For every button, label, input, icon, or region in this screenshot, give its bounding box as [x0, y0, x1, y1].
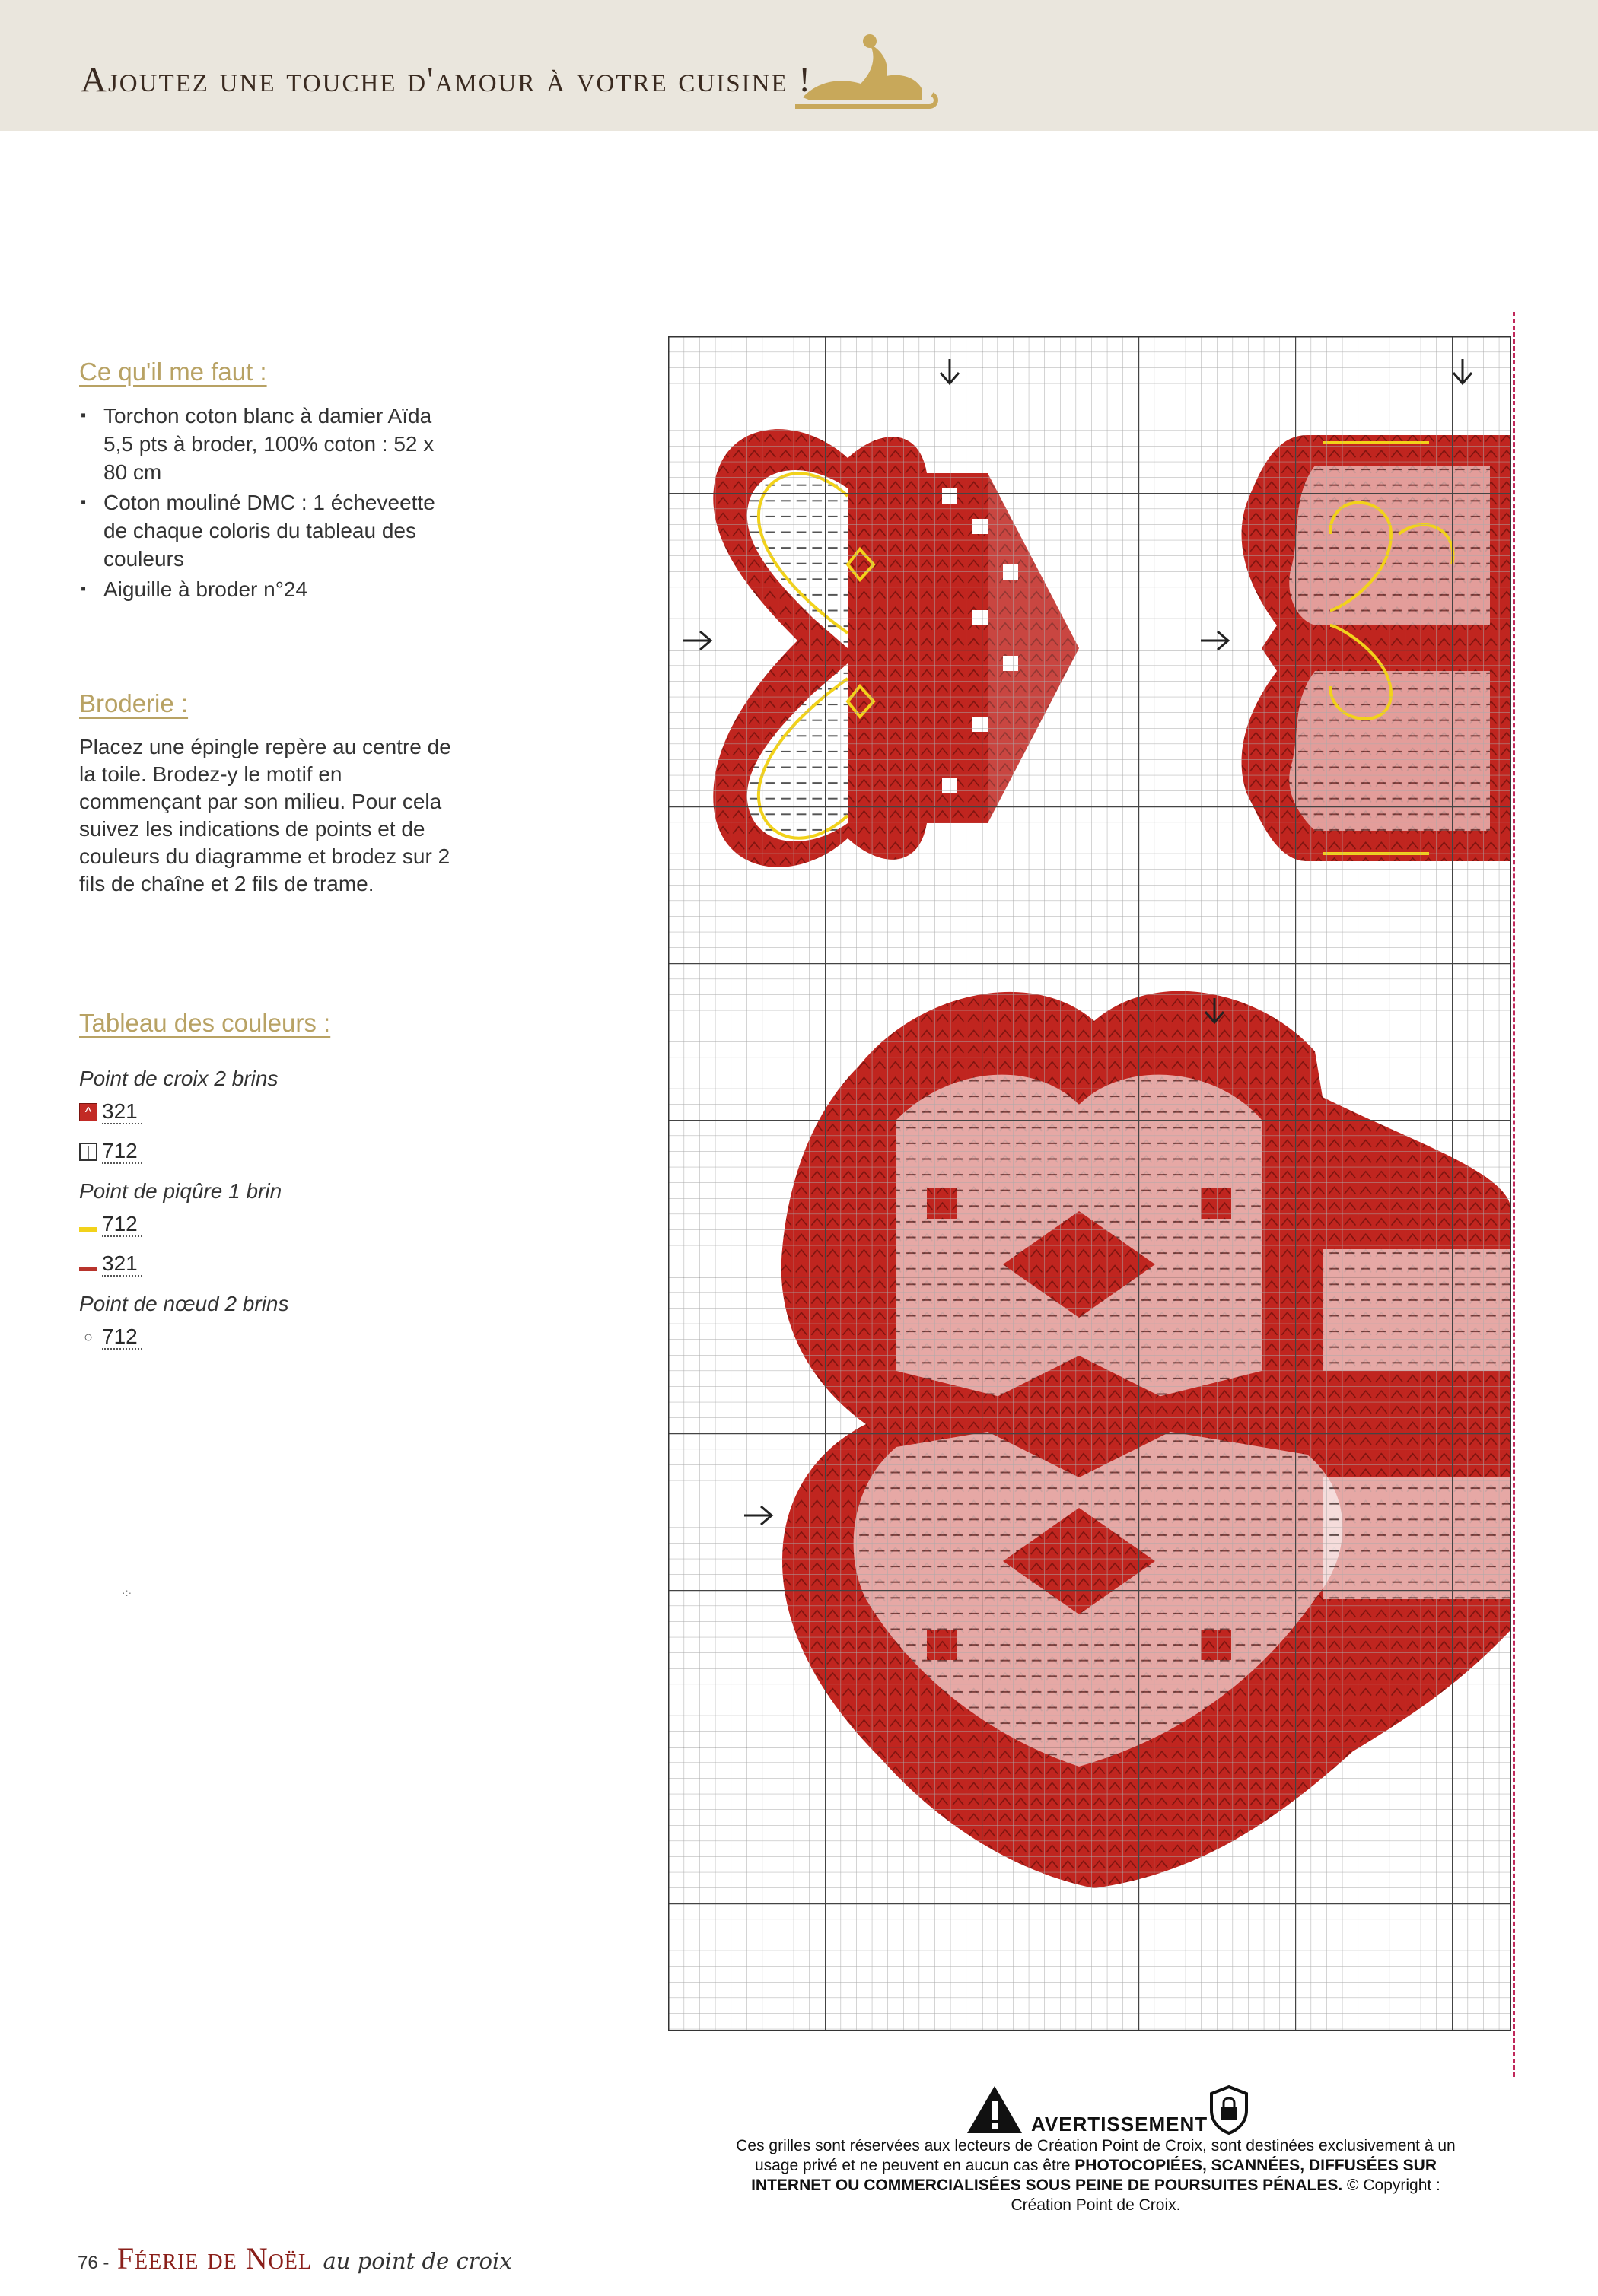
scan-speck: ·:· — [122, 1586, 132, 1598]
yellow-line-symbol-icon — [79, 1216, 97, 1234]
color-entry — [79, 1132, 399, 1172]
list-item: ▪ Coton mouliné DMC : 1 écheveette de chaque coloris du tableau des couleurs — [79, 488, 437, 573]
stitch-type-label: Point de nœud 2 brins — [79, 1292, 289, 1315]
list-item: ▪ Torchon coton blanc à damier Aïda 5,5 pts à broder, 100% coton : 52 x 80 cm — [79, 402, 437, 486]
color-key — [79, 1059, 399, 1357]
dmc-code: 712 — [102, 1325, 142, 1350]
cross-stitch-chart — [668, 336, 1511, 2031]
stitch-type-label: Point de croix 2 brins — [79, 1067, 279, 1090]
knot-symbol-icon: ○ — [83, 1329, 94, 1346]
embroidery-instructions: Placez une épingle repère au centre de la toile. Brodez-y le motif en commençant par son milieu. Pour cela suivez les indications de points et de couleurs du diagramme et brodez sur 2 fils de chaîne et 2 fils de trame. — [79, 735, 451, 895]
dmc-code: 712 — [102, 1213, 142, 1237]
page-number: 76 - — [78, 2253, 110, 2273]
color-entry — [79, 1318, 399, 1357]
materials-list — [79, 402, 437, 606]
magazine-subtitle: au point de croix — [323, 2248, 512, 2274]
color-entry — [79, 1092, 399, 1132]
warning-text — [731, 2136, 1461, 2215]
white-bar-symbol-icon: | — [79, 1143, 97, 1161]
cut-line-marker — [1513, 312, 1520, 2077]
stitch-type-label: Point de piqûre 1 brin — [79, 1179, 282, 1203]
dmc-code: 321 — [102, 1252, 142, 1277]
list-item: ▪ Aiguille à broder n°24 — [79, 575, 437, 603]
colors-title: Tableau des couleurs : — [79, 1009, 331, 1037]
warning-triangle-icon — [964, 2083, 1025, 2136]
color-entry — [79, 1205, 399, 1245]
warning-text-normal: Ces grilles sont réservées aux lecteurs de Création Point de Croix, sont destinées exclusivement à un usage privé et ne peuvent en aucun cas être — [736, 2137, 1456, 2174]
color-entry — [79, 1245, 399, 1284]
red-cross-symbol-icon: ^ — [79, 1103, 97, 1121]
page-title: Ajoutez une touche d'amour à votre cuisine ! — [81, 60, 812, 100]
materials-title: Ce qu'il me faut : — [79, 358, 267, 386]
footer — [78, 2240, 512, 2276]
magazine-name: Féerie de Noël — [116, 2241, 313, 2275]
warning-title: AVERTISSEMENT — [1031, 2113, 1208, 2135]
warning-copyright: © Copyright : Création Point de Croix. — [1011, 2177, 1440, 2214]
lock-shield-icon — [1208, 2085, 1249, 2135]
dmc-code: 712 — [102, 1140, 142, 1164]
dmc-code: 321 — [102, 1100, 142, 1124]
red-line-symbol-icon — [79, 1255, 97, 1274]
embroidery-title: Broderie : — [79, 689, 189, 717]
warning-text-bold: PHOTOCOPIÉES, SCANNÉES, DIFFUSÉES SUR INTERNET OU COMMERCIALISÉES SOUS PEINE DE POURSUITES PÉNALES. — [751, 2157, 1437, 2194]
reindeer-sleigh-icon — [788, 27, 940, 122]
